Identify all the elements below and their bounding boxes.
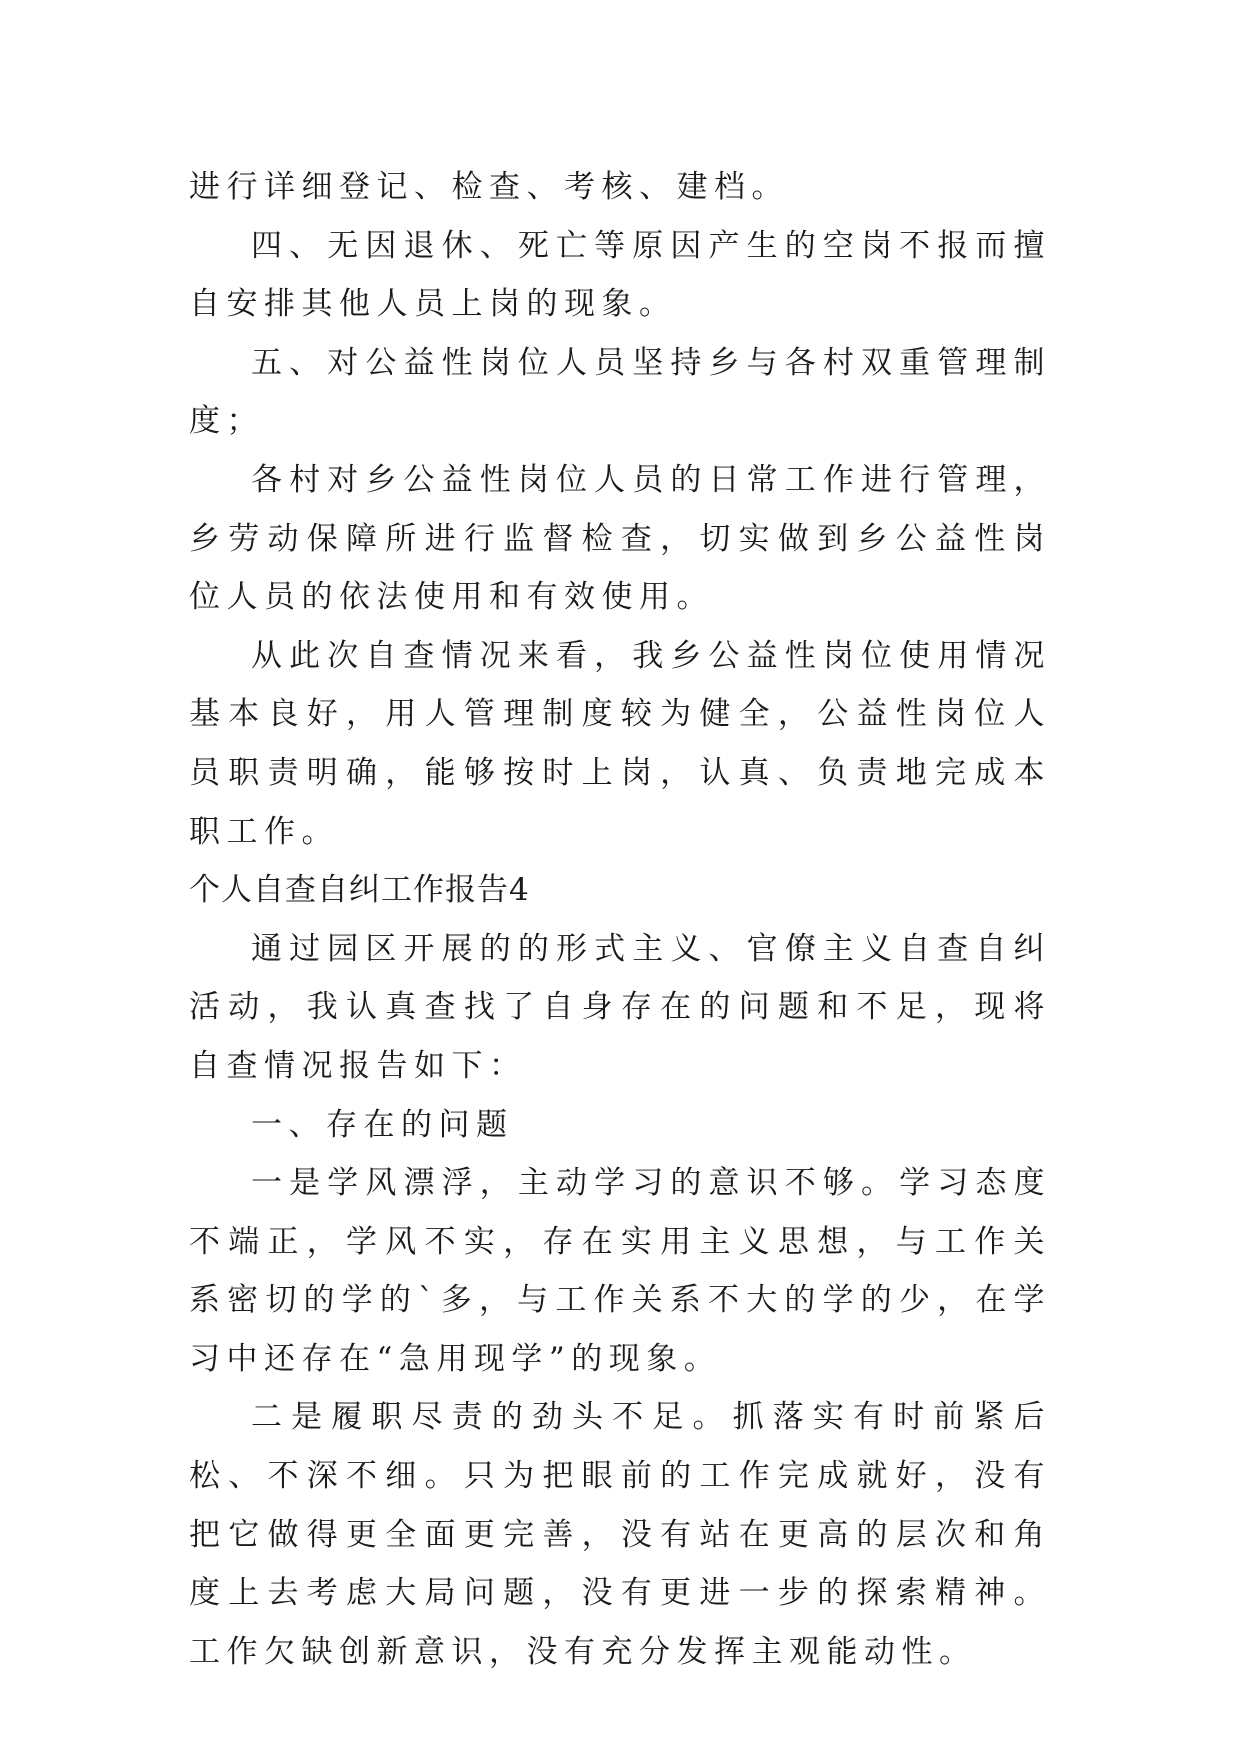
paragraph-item-five: 五、对公益性岗位人员坚持乡与各村双重管理制度；	[189, 344, 1051, 440]
paragraph-village-management: 各村对乡公益性岗位人员的日常工作进行管理，乡劳动保障所进行监督检查，切实做到乡公益性岗位人员的依法使用和有效使用。	[189, 461, 1051, 616]
paragraph-item-four: 四、无因退休、死亡等原因产生的空岗不报而擅自安排其他人员上岗的现象。	[189, 227, 1051, 323]
document-body	[189, 158, 1051, 1681]
section-heading: 个人自查自纠工作报告4	[189, 872, 530, 909]
paragraph-problems-heading: 一、存在的问题	[251, 1106, 514, 1143]
paragraph-intro: 通过园区开展的的形式主义、官僚主义自查自纠活动，我认真查找了自身存在的问题和不足，现将自查情况报告如下：	[189, 930, 1051, 1084]
paragraph-problem-one: 一是学风漂浮，主动学习的意识不够。学习态度不端正，学风不实，存在实用主义思想，与工作关系密切的学的`多，与工作关系不大的学的少，在学习中还存在“急用现学”的现象。	[189, 1165, 1051, 1377]
paragraph-conclusion: 从此次自查情况来看，我乡公益性岗位使用情况基本良好，用人管理制度较为健全，公益性岗位人员职责明确，能够按时上岗，认真、负责地完成本职工作。	[189, 637, 1051, 850]
paragraph-filing: 进行详细登记、检查、考核、建档。	[189, 169, 789, 205]
paragraph-problem-two: 二是履职尽责的劲头不足。抓落实有时前紧后松、不深不细。只为把眼前的工作完成就好，没有把它做得更全面更完善，没有站在更高的层次和角度上去考虑大局问题，没有更进一步的探索精神。工作欠缺创新意识，没有充分发挥主观能动性。	[189, 1399, 1051, 1670]
